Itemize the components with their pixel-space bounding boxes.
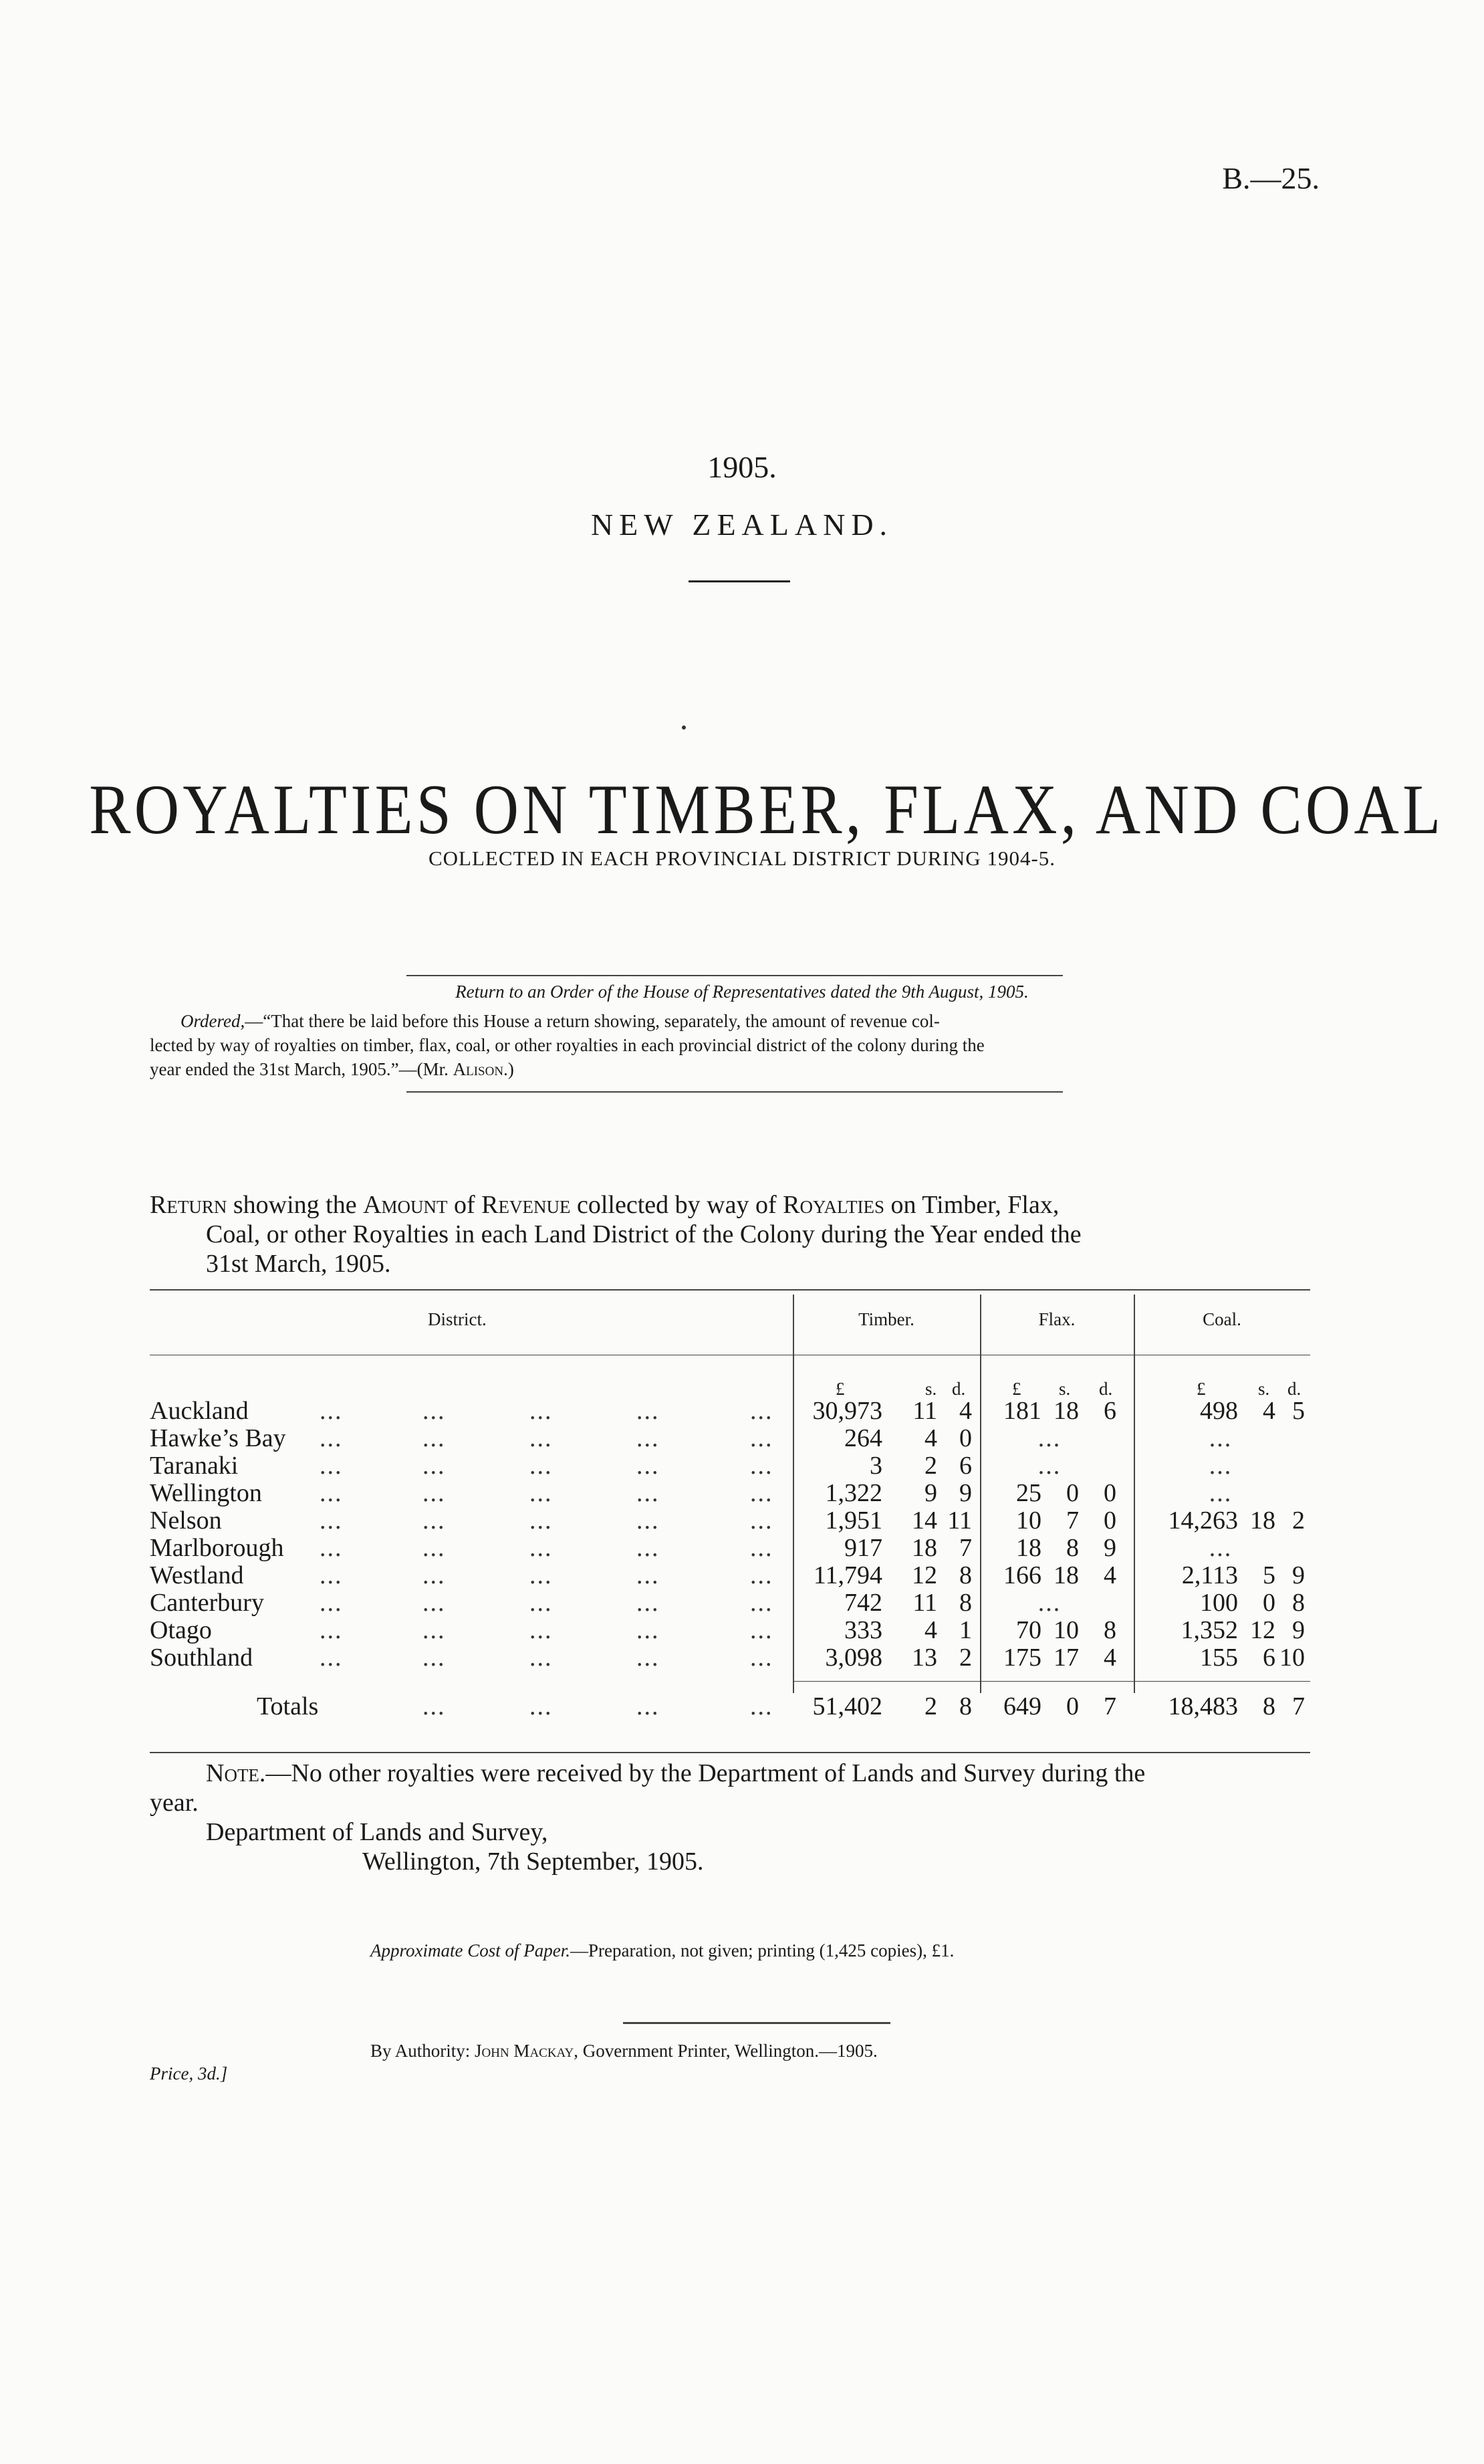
flax-shillings: 18: [1054, 1561, 1079, 1589]
table-row: [0, 1589, 1484, 1617]
note-line-1: [206, 1759, 1145, 1788]
total-flax-pounds: 649: [1003, 1692, 1041, 1720]
table-bottom-rule: [150, 1752, 1310, 1753]
unit-shilling-flax: s.: [1059, 1379, 1071, 1399]
coal-shillings: 4: [1263, 1397, 1275, 1425]
timber-shillings: 4: [924, 1616, 937, 1644]
timber-shillings: 12: [912, 1561, 937, 1589]
row-leaders: ...: [636, 1506, 660, 1535]
price: Price, 3d.]: [150, 2063, 228, 2084]
row-leaders: ...: [422, 1616, 446, 1644]
district-leader: ...: [320, 1589, 343, 1617]
ordered-line-3a: year ended the 31st March, 1905.”—(Mr.: [150, 1059, 453, 1079]
flax-pounds: 181: [1003, 1397, 1041, 1425]
ordered-member-name: Alison: [453, 1059, 504, 1079]
table-row: [0, 1617, 1484, 1644]
column-header-flax: Flax.: [1038, 1309, 1076, 1329]
timber-pounds: 3,098: [825, 1644, 882, 1672]
flax-shillings: 0: [1066, 1479, 1079, 1507]
row-leaders: ...: [750, 1397, 773, 1425]
row-leaders: ...: [529, 1452, 553, 1480]
unit-pence-timber: d.: [952, 1379, 966, 1399]
coal-pence: 8: [1292, 1589, 1305, 1617]
column-header-district: District.: [428, 1309, 487, 1329]
row-leaders: ...: [422, 1452, 446, 1480]
flax-pence: 8: [1104, 1616, 1116, 1644]
unit-pence-flax: d.: [1099, 1379, 1113, 1399]
coal-nil-marker: ...: [1209, 1452, 1233, 1480]
row-leaders: ...: [422, 1506, 446, 1535]
coal-shillings: 18: [1250, 1506, 1275, 1535]
order-top-rule: [406, 975, 1063, 976]
row-leaders: ...: [750, 1644, 773, 1672]
coal-pounds: 1,352: [1181, 1616, 1238, 1644]
timber-pence: 9: [959, 1479, 972, 1507]
district-leader: ...: [320, 1644, 343, 1672]
coal-pence: 5: [1292, 1397, 1305, 1425]
district-leader: ...: [320, 1506, 343, 1535]
flax-shillings: 8: [1066, 1534, 1079, 1562]
row-leaders: ...: [750, 1534, 773, 1562]
row-leaders: ...: [636, 1589, 660, 1617]
order-bottom-rule: [406, 1091, 1063, 1093]
table-row: [0, 1397, 1484, 1425]
coal-pounds: 2,113: [1181, 1561, 1238, 1589]
district-leader: ...: [320, 1479, 343, 1507]
coal-pence: 2: [1292, 1506, 1305, 1535]
timber-shillings: 11: [912, 1397, 937, 1425]
order-return-line: Return to an Order of the House of Representatives dated the 9th August, 1905.: [455, 982, 1029, 1002]
timber-shillings: 2: [924, 1452, 937, 1480]
note-label: Note.: [206, 1759, 266, 1787]
flax-pence: 4: [1104, 1561, 1116, 1589]
coal-nil-marker: ...: [1209, 1534, 1233, 1562]
print-speck: [682, 725, 686, 730]
timber-pence: 7: [959, 1534, 972, 1562]
cost-text: —Preparation, not given; printing (1,425 copies), £1.: [570, 1940, 955, 1961]
district-name: Hawke’s Bay: [150, 1424, 286, 1452]
timber-shillings: 9: [924, 1479, 937, 1507]
row-leaders: ...: [750, 1561, 773, 1589]
page-title: ROYALTIES ON TIMBER, FLAX, AND COAL: [89, 770, 1445, 849]
row-leaders: ...: [422, 1424, 446, 1452]
district-name: Marlborough: [150, 1534, 284, 1562]
timber-pounds: 1,951: [825, 1506, 882, 1535]
flax-pounds: 10: [1016, 1506, 1041, 1535]
district-leader: ...: [320, 1616, 343, 1644]
return-heading-text: on Timber, Flax,: [884, 1191, 1060, 1219]
table-row: [0, 1425, 1484, 1452]
ordered-line-3b: .): [503, 1059, 514, 1079]
flax-pounds: 70: [1016, 1616, 1041, 1644]
coal-pounds: 14,263: [1168, 1506, 1238, 1535]
coal-shillings: 0: [1263, 1589, 1275, 1617]
row-leaders: ...: [422, 1644, 446, 1672]
timber-pounds: 30,973: [812, 1397, 882, 1425]
total-timber-shillings: 2: [924, 1692, 937, 1720]
ordered-line-1: —“That there be laid before this House a return showing, separately, the amount of revenue col-: [245, 1011, 940, 1031]
flax-pounds: 25: [1016, 1479, 1041, 1507]
timber-pounds: 742: [844, 1589, 882, 1617]
return-heading-word: Royalties: [783, 1191, 884, 1219]
total-flax-shillings: 0: [1066, 1692, 1079, 1720]
district-leader: ...: [320, 1452, 343, 1480]
total-timber-pence: 8: [959, 1692, 972, 1720]
row-leaders: ...: [422, 1561, 446, 1589]
flax-nil-marker: ...: [1037, 1452, 1062, 1480]
district-name: Southland: [150, 1644, 253, 1672]
table-row: [0, 1535, 1484, 1562]
district-name: Wellington: [150, 1479, 262, 1507]
district-leader: ...: [320, 1534, 343, 1562]
note-place-date: Wellington, 7th September, 1905.: [362, 1847, 704, 1876]
total-coal-pounds: 18,483: [1168, 1692, 1238, 1720]
district-name: Otago: [150, 1616, 212, 1644]
district-leader: ...: [320, 1561, 343, 1589]
total-flax-pence: 7: [1104, 1692, 1116, 1720]
row-leaders: ...: [750, 1589, 773, 1617]
totals-leaders: ...: [529, 1692, 553, 1720]
coal-shillings: 5: [1263, 1561, 1275, 1589]
table-row: [0, 1562, 1484, 1589]
footer-rule: [623, 2022, 890, 2024]
row-leaders: ...: [636, 1397, 660, 1425]
totals-leaders: ...: [422, 1692, 446, 1720]
row-leaders: ...: [636, 1534, 660, 1562]
timber-pence: 0: [959, 1424, 972, 1452]
table-row: [0, 1644, 1484, 1672]
timber-shillings: 13: [912, 1644, 937, 1672]
return-heading-line-2: Coal, or other Royalties in each Land District of the Colony during the Year ended the: [206, 1220, 1082, 1248]
row-leaders: ...: [529, 1424, 553, 1452]
row-leaders: ...: [422, 1397, 446, 1425]
table-top-rule: [150, 1289, 1310, 1291]
flax-shillings: 17: [1054, 1644, 1079, 1672]
timber-pounds: 1,322: [825, 1479, 882, 1507]
row-leaders: ...: [750, 1424, 773, 1452]
district-name: Auckland: [150, 1397, 249, 1425]
district-leader: ...: [320, 1397, 343, 1425]
timber-pounds: 3: [870, 1452, 882, 1480]
page-subtitle: COLLECTED IN EACH PROVINCIAL DISTRICT DURING 1904-5.: [428, 847, 1056, 870]
timber-pounds: 917: [844, 1534, 882, 1562]
row-leaders: ...: [529, 1589, 553, 1617]
total-timber-pounds: 51,402: [812, 1692, 882, 1720]
row-leaders: ...: [636, 1424, 660, 1452]
coal-pence: 10: [1279, 1644, 1305, 1672]
district-leader: ...: [320, 1424, 343, 1452]
flax-nil-marker: ...: [1037, 1589, 1062, 1617]
row-leaders: ...: [750, 1616, 773, 1644]
row-leaders: ...: [636, 1561, 660, 1589]
timber-pence: 6: [959, 1452, 972, 1480]
coal-pounds: 100: [1200, 1589, 1238, 1617]
timber-pence: 11: [947, 1506, 972, 1535]
coal-pounds: 498: [1200, 1397, 1238, 1425]
flax-shillings: 7: [1066, 1506, 1079, 1535]
timber-pence: 8: [959, 1589, 972, 1617]
unit-shilling-coal: s.: [1258, 1379, 1270, 1399]
row-leaders: ...: [422, 1589, 446, 1617]
row-leaders: ...: [529, 1616, 553, 1644]
return-heading-word: Amount: [363, 1191, 448, 1219]
note-department: Department of Lands and Survey,: [206, 1818, 548, 1846]
order-text-line-1: [180, 1011, 940, 1032]
coal-shillings: 12: [1250, 1616, 1275, 1644]
return-heading-line-1: [150, 1190, 1059, 1220]
flax-shillings: 10: [1054, 1616, 1079, 1644]
unit-pound-coal: £: [1197, 1379, 1206, 1399]
totals-leaders: ...: [636, 1692, 660, 1720]
district-name: Nelson: [150, 1506, 222, 1535]
coal-pounds: 155: [1200, 1644, 1238, 1672]
row-leaders: ...: [636, 1616, 660, 1644]
timber-shillings: 4: [924, 1424, 937, 1452]
row-leaders: ...: [529, 1397, 553, 1425]
coal-nil-marker: ...: [1209, 1479, 1233, 1507]
row-leaders: ...: [529, 1506, 553, 1535]
timber-shillings: 18: [912, 1534, 937, 1562]
row-leaders: ...: [750, 1479, 773, 1507]
flax-pence: 0: [1104, 1506, 1116, 1535]
ordered-label: Ordered,: [180, 1011, 245, 1031]
printer-authority: [370, 2041, 878, 2061]
row-leaders: ...: [529, 1644, 553, 1672]
cost-label: Approximate Cost of Paper.: [370, 1940, 570, 1961]
row-leaders: ...: [636, 1479, 660, 1507]
row-leaders: ...: [422, 1479, 446, 1507]
unit-pence-coal: d.: [1287, 1379, 1302, 1399]
timber-pounds: 264: [844, 1424, 882, 1452]
timber-shillings: 11: [912, 1589, 937, 1617]
return-heading-word: Return: [150, 1191, 227, 1219]
timber-pence: 1: [959, 1616, 972, 1644]
timber-shillings: 14: [912, 1506, 937, 1535]
flax-pounds: 175: [1003, 1644, 1041, 1672]
timber-pounds: 11,794: [813, 1561, 882, 1589]
district-name: Westland: [150, 1561, 244, 1589]
row-leaders: ...: [750, 1506, 773, 1535]
note-text: —No other royalties were received by the Department of Lands and Survey during the: [265, 1759, 1146, 1787]
document-reference: B.—25.: [1222, 161, 1320, 195]
column-header-timber: Timber.: [858, 1309, 914, 1329]
total-coal-shillings: 8: [1263, 1692, 1275, 1720]
flax-pence: 9: [1104, 1534, 1116, 1562]
return-heading-line-3: 31st March, 1905.: [206, 1250, 391, 1278]
cost-of-paper: [370, 1940, 954, 1961]
totals-leaders: ...: [750, 1692, 773, 1720]
district-name: Taranaki: [150, 1452, 239, 1480]
row-leaders: ...: [750, 1452, 773, 1480]
flax-nil-marker: ...: [1037, 1424, 1062, 1452]
table-row: [0, 1507, 1484, 1535]
flax-shillings: 18: [1054, 1397, 1079, 1425]
row-leaders: ...: [636, 1452, 660, 1480]
flax-pence: 6: [1104, 1397, 1116, 1425]
coal-pence: 9: [1292, 1561, 1305, 1589]
return-heading-text: of: [447, 1191, 482, 1219]
flax-pounds: 166: [1003, 1561, 1041, 1589]
authority-text: , Government Printer, Wellington.—1905.: [574, 2041, 878, 2061]
table-row: [0, 1452, 1484, 1480]
coal-pence: 9: [1292, 1616, 1305, 1644]
document-year: 1905.: [707, 450, 777, 484]
row-leaders: ...: [529, 1534, 553, 1562]
timber-pence: 4: [959, 1397, 972, 1425]
unit-shilling-timber: s.: [925, 1379, 937, 1399]
timber-pence: 8: [959, 1561, 972, 1589]
document-country: NEW ZEALAND.: [590, 508, 894, 542]
unit-pound-timber: £: [836, 1379, 845, 1399]
timber-pounds: 333: [844, 1616, 882, 1644]
return-heading-text: collected by way of: [570, 1191, 783, 1219]
row-leaders: ...: [422, 1534, 446, 1562]
coal-shillings: 6: [1263, 1644, 1275, 1672]
return-heading-text: showing the: [227, 1191, 364, 1219]
row-leaders: ...: [636, 1644, 660, 1672]
table-row: [0, 1480, 1484, 1507]
note-line-2: year.: [150, 1789, 199, 1817]
order-text-line-2: lected by way of royalties on timber, flax, coal, or other royalties in each provincial district of the colony during the: [150, 1035, 985, 1055]
coal-nil-marker: ...: [1209, 1424, 1233, 1452]
column-header-coal: Coal.: [1203, 1309, 1241, 1329]
authority-text: By Authority:: [370, 2041, 475, 2061]
unit-pound-flax: £: [1012, 1379, 1021, 1399]
printer-name: John Mackay: [475, 2041, 574, 2061]
totals-label: Totals: [257, 1692, 319, 1720]
row-leaders: ...: [529, 1561, 553, 1589]
total-coal-pence: 7: [1292, 1692, 1305, 1720]
flax-pounds: 18: [1016, 1534, 1041, 1562]
order-text-line-3: [150, 1059, 514, 1080]
totals-rule: [793, 1681, 1310, 1682]
row-leaders: ...: [529, 1479, 553, 1507]
flax-pence: 0: [1104, 1479, 1116, 1507]
flax-pence: 4: [1104, 1644, 1116, 1672]
return-heading-word: Revenue: [481, 1191, 571, 1219]
timber-pence: 2: [959, 1644, 972, 1672]
district-name: Canterbury: [150, 1589, 264, 1617]
header-divider: [689, 580, 790, 582]
